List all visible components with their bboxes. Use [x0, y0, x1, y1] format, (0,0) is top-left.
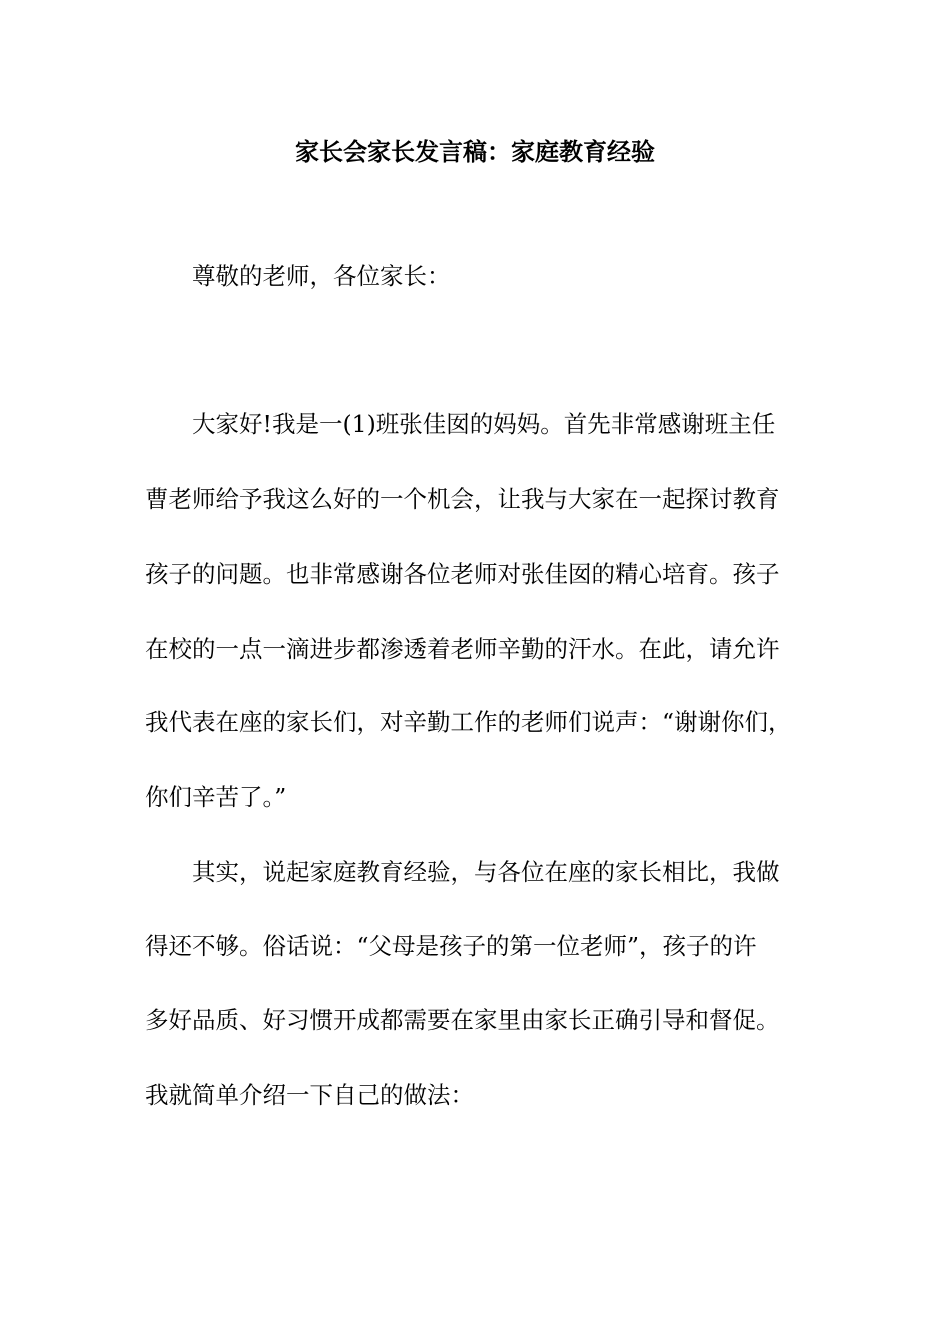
paragraph-line: 曹老师给予我这么好的一个机会，让我与大家在一起探讨教育: [145, 485, 780, 513]
paragraph-line: 大家好!我是一(1)班张佳囡的妈妈。首先非常感谢班主任: [192, 410, 776, 438]
paragraph-line: 在校的一点一滴进步都渗透着老师辛勤的汗水。在此，请允许: [145, 635, 780, 663]
paragraph-line: 你们辛苦了。”: [145, 783, 287, 811]
document-title: 家长会家长发言稿：家庭教育经验: [295, 137, 655, 166]
paragraph-line: 孩子的问题。也非常感谢各位老师对张佳囡的精心培育。孩子: [145, 560, 780, 588]
paragraph-line: 得还不够。俗话说：“父母是孩子的第一位老师”，孩子的许: [145, 932, 757, 960]
paragraph-line: 我就简单介绍一下自己的做法：: [145, 1081, 474, 1109]
paragraph-line: 我代表在座的家长们，对辛勤工作的老师们说声：“谢谢你们，: [145, 708, 792, 736]
paragraph-line: 其实，说起家庭教育经验，与各位在座的家长相比，我做: [192, 858, 780, 886]
greeting: 尊敬的老师，各位家长：: [192, 262, 451, 290]
paragraph-line: 多好品质、好习惯开成都需要在家里由家长正确引导和督促。: [145, 1006, 780, 1034]
